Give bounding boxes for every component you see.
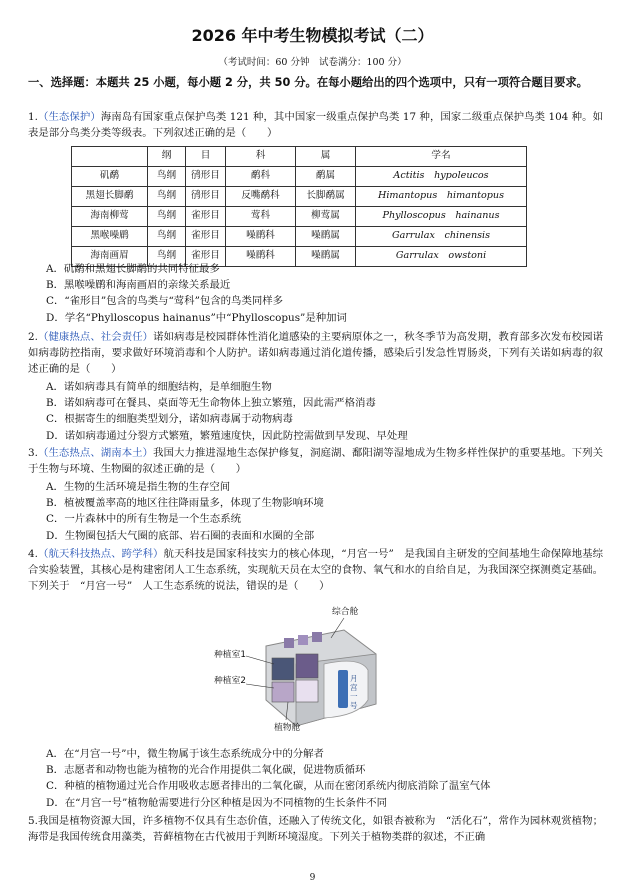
table-cell: 鸻形目	[186, 187, 226, 207]
option-b[interactable]: B．黑喉噪鹛和海南画眉的亲缘关系最近	[46, 279, 231, 292]
option-d[interactable]: D．在“月宫一号”植物舱需要进行分区种植是因为不同植物的生长条件不同	[46, 796, 388, 809]
table-header: 学名	[356, 147, 527, 167]
question-tag: （生态保护）	[37, 111, 101, 123]
question-4	[28, 546, 603, 595]
table-cell: 鸟纲	[148, 207, 186, 227]
question-stem: 诺如病毒是校园群体性消化道感染的主要病原体之一，秋冬季节为高发期，教育部多次发布校园诺如病毒防控指南，要求做好环境消毒和个人防护。诺如病毒通过消化道传播，感染后引发急性胃肠炎，下列有关诺如病毒的叙述正确的是（ ）	[28, 331, 604, 376]
option-b[interactable]: B．诺如病毒可在餐具、桌面等无生命物体上独立繁殖，因此需严格消毒	[46, 397, 376, 410]
option-c[interactable]: C．种植的植物通过光合作用吸收志愿者排出的二氧化碳，从而在密闭系统内彻底消除了温室气体	[46, 780, 491, 793]
table-cell: Garrulax chinensis	[356, 227, 527, 247]
figure-label-room1: 种植室1	[214, 650, 246, 660]
table-header: 纲	[148, 147, 186, 167]
figure-label-top: 综合舱	[332, 607, 359, 617]
table-cell: 矶鹬	[72, 167, 148, 187]
question-number: 1.	[28, 111, 38, 123]
question-3	[28, 445, 603, 477]
table-cell: 雀形目	[186, 227, 226, 247]
option-b[interactable]: B．植被覆盖率高的地区往往降雨量多，体现了生物影响环境	[46, 497, 324, 510]
table-cell: Garrulax owstoni	[356, 247, 527, 267]
table-cell: 海南柳莺	[72, 207, 148, 227]
question-number: 3.	[28, 447, 38, 459]
option-c[interactable]: C．根据寄生的细胞类型划分，诺如病毒属于动物病毒	[46, 413, 293, 426]
bird-classification-table	[71, 146, 527, 267]
table-header: 科	[226, 147, 296, 167]
table-row	[72, 207, 527, 227]
option-d[interactable]: D．学名“Phylloscopus hainanus”中“Phylloscopus”是种加词	[46, 311, 347, 324]
table-header: 属	[296, 147, 356, 167]
option-a[interactable]: A．矶鹬和黑翅长脚鹬的共同特征最多	[46, 263, 220, 275]
figure-side-text: 月宫一号	[350, 674, 358, 710]
question-2	[28, 329, 603, 378]
table-cell: Himantopus himantopus	[356, 187, 527, 207]
table-cell: 反嘴鹬科	[226, 187, 296, 207]
question-4-options	[28, 746, 603, 811]
table-cell: 鸟纲	[148, 187, 186, 207]
table-row	[72, 187, 527, 207]
table-cell: 雀形目	[186, 247, 226, 267]
table-cell: 噪鹛科	[226, 247, 296, 267]
table-cell: 鹬科	[226, 167, 296, 187]
option-c[interactable]: C．一片森林中的所有生物是一个生态系统	[46, 513, 241, 526]
option-a[interactable]: A．诺如病毒具有简单的细胞结构，是单细胞生物	[46, 381, 272, 393]
question-stem: 我国大力推进湿地生态保护修复，洞庭湖、鄱阳湖等湿地成为生物多样性保护的重要基地。下列关于生物与环境、生物圈的叙述正确的是（ ）	[28, 447, 604, 476]
table-cell: 海南画眉	[72, 247, 148, 267]
table-cell: 黑喉噪鹛	[72, 227, 148, 247]
question-1	[28, 109, 603, 141]
table-cell: 鸟纲	[148, 167, 186, 187]
option-c[interactable]: C．“雀形目”包含的鸟类与“莺科”包含的鸟类同样多	[46, 295, 284, 308]
question-number: 2.	[28, 331, 38, 343]
question-stem: 航天科技是国家科技实力的核心体现，“月宫一号” 是我国自主研发的空间基地生命保障地基综合实验装置，其核心是构建密闭人工生态系统，实现航天员在太空的食物、氧气和水的自给自足，为我国深空探测奠定基础。下列关于 “月宫一号” 人工生态系统的说法，错误的是（ ）	[28, 548, 603, 593]
table-header: 目	[186, 147, 226, 167]
table-cell: 黑翅长脚鹬	[72, 187, 148, 207]
question-stem: 我国是植物资源大国，许多植物不仅具有生态价值，还融入了传统文化，如银杏被称为 “活化石”，常作为园林观赏植物；海带是我国传统食用藻类，苔藓植物在古代被用于判断环境湿度。下列关于植物类群的叙述，不正确	[28, 815, 603, 844]
table-header-row	[72, 147, 527, 167]
table-cell: 鹬属	[296, 167, 356, 187]
question-tag: （健康热点、社会责任）	[37, 331, 154, 343]
table-cell: 长脚鹬属	[296, 187, 356, 207]
table-cell: 噪鹛属	[296, 227, 356, 247]
question-1-options	[28, 261, 603, 326]
table-cell: Phylloscopus hainanus	[356, 207, 527, 227]
figure-label-bottom: 植物舱	[274, 723, 301, 733]
question-number: 4.	[28, 548, 38, 560]
table-header	[72, 147, 148, 167]
table-cell: 鸻形目	[186, 167, 226, 187]
table-cell: 噪鹛属	[296, 247, 356, 267]
question-2-options	[28, 379, 603, 444]
option-a[interactable]: A．在“月宫一号”中，微生物属于该生态系统成分中的分解者	[46, 748, 324, 760]
table-cell: 柳莺属	[296, 207, 356, 227]
question-tag: （生态热点、湖南本土）	[37, 447, 154, 459]
table-row	[72, 227, 527, 247]
option-a[interactable]: A．生物的生活环境是指生物的生存空间	[46, 481, 231, 493]
exam-title: 2026 年中考生物模拟考试（二）	[191, 26, 434, 45]
table-cell: 鸟纲	[148, 227, 186, 247]
table-row	[72, 167, 527, 187]
table-cell: Actitis hypoleucos	[356, 167, 527, 187]
table-cell: 鸟纲	[148, 247, 186, 267]
table-cell: 噪鹛科	[226, 227, 296, 247]
exam-subtitle: （考试时间：60 分钟 试卷满分：100 分）	[218, 57, 407, 68]
lunar-palace-figure	[214, 604, 391, 734]
question-stem: 海南岛有国家重点保护鸟类 121 种，其中国家一级重点保护鸟类 17 种，国家二级重点保护鸟类 104 种。如表是部分鸟类分类等级表。下列叙述正确的是（ ）	[28, 111, 603, 140]
question-tag: （航天科技热点、跨学科）	[37, 548, 164, 560]
option-d[interactable]: D．诺如病毒通过分裂方式繁殖，繁殖速度快，因此防控需做到早发现、早处理	[46, 429, 408, 442]
option-d[interactable]: D．生物圈包括大气圈的底部、岩石圈的表面和水圈的全部	[46, 529, 315, 542]
page-number: 9	[309, 873, 316, 883]
figure-label-room2: 种植室2	[214, 676, 246, 686]
question-number: 5.	[28, 815, 38, 827]
table-cell: 莺科	[226, 207, 296, 227]
option-b[interactable]: B．志愿者和动物也能为植物的光合作用提供二氧化碳，促进物质循环	[46, 764, 366, 777]
question-5	[28, 813, 603, 845]
lunar-palace-illustration	[226, 604, 391, 734]
table-cell: 雀形目	[186, 207, 226, 227]
question-3-options	[28, 479, 603, 544]
section-heading: 一、选择题：本题共 25 小题，每小题 2 分，共 50 分。在每小题给出的四个选项中，只有一项符合题目要求。	[28, 76, 588, 89]
